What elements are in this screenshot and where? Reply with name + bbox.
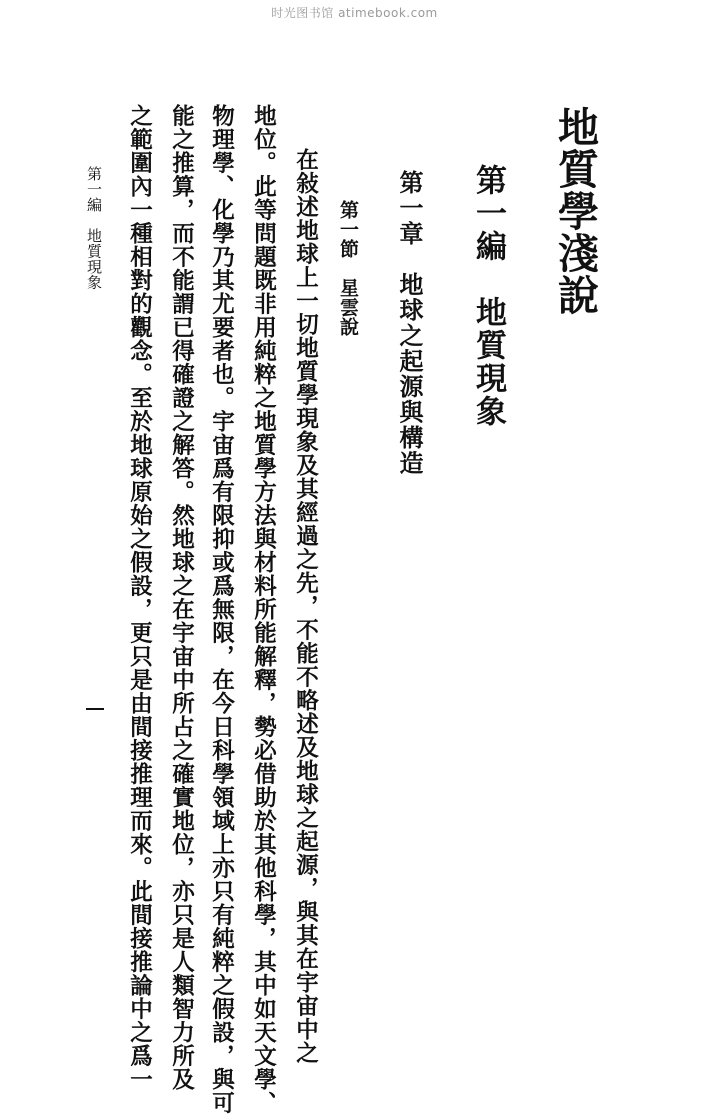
part-heading: 第一編 地質現象 bbox=[470, 164, 506, 428]
watermark: 时光图书馆 atimebook.com bbox=[271, 6, 438, 20]
chapter-heading: 第一章 地球之起源與構造 bbox=[395, 170, 424, 476]
body-column-1: 在敍述地球上一切地質學現象及其經過之先，不能不略述及地球之起源，與其在宇宙中之 bbox=[292, 148, 319, 1065]
running-header: 第一編 地質現象 bbox=[85, 166, 103, 290]
body-column-3: 物理學、化學乃其尤要者也。宇宙爲有限抑或爲無限，在今日科學領域上亦只有純粹之假設，與可 bbox=[208, 104, 235, 1115]
page-number bbox=[86, 708, 104, 710]
body-column-5: 之範圍內一種相對的觀念。至於地球原始之假設，更只是由間接推理而來。此間接推論中之爲一 bbox=[126, 104, 153, 1091]
body-column-2: 地位。此等問題既非用純粹之地質學方法與材料所能解釋，勢必借助於其他科學，其中如天文學、 bbox=[250, 104, 277, 1115]
book-title: 地質學淺說 bbox=[551, 106, 599, 316]
body-column-4: 能之推算，而不能謂已得確證之解答。然地球之在宇宙中所占之確實地位，亦只是人類智力所及 bbox=[168, 104, 195, 1091]
section-heading: 第一節 星雲說 bbox=[337, 200, 359, 337]
